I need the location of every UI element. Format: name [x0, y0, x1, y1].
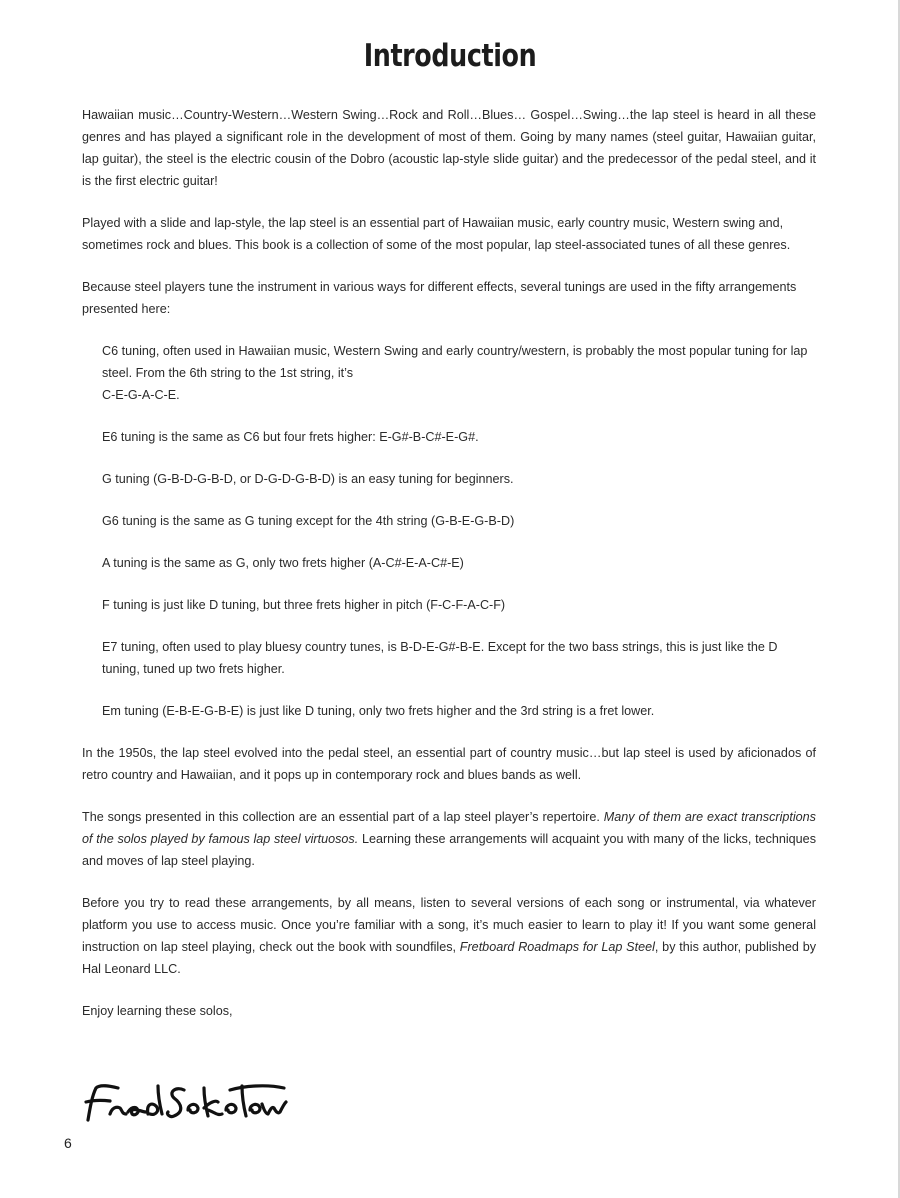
closing-line: Enjoy learning these solos,: [82, 1004, 233, 1018]
paragraph-pedal-steel: In the 1950s, the lap steel evolved into the pedal steel, an essential part of country music…but lap steel is used by aficionados of retro country and Hawaiian, and it pops up in contemporary rock and blues bands as well.: [82, 746, 816, 782]
paragraph-listen: [82, 892, 816, 980]
tuning-item-em: Em tuning (E-B-E-G-B-E) is just like D tuning, only two frets higher and the 3rd string is a fret lower.: [102, 704, 655, 718]
repertoire-text-end: Learning these arrangements will acquaint you with many of the licks, techniques and moves of lap steel playing.: [82, 832, 816, 868]
signature: [80, 1080, 290, 1126]
tuning-item-e7: E7 tuning, often used to play bluesy country tunes, is B-D-E-G#-B-E. Except for the two bass strings, this is just like the D tuning, tuned up two frets higher.: [102, 640, 778, 676]
page-number: 6: [64, 1135, 72, 1151]
tuning-item-g: G tuning (G-B-D-G-B-D, or D-G-D-G-B-D) is an easy tuning for beginners.: [102, 472, 514, 486]
paragraph-repertoire: [82, 806, 816, 872]
tuning-item-f: F tuning is just like D tuning, but three frets higher in pitch (F-C-F-A-C-F): [102, 598, 506, 612]
paragraph-intro: Hawaiian music…Country-Western…Western Swing…Rock and Roll…Blues… Gospel…Swing…the lap steel is heard in all these genres and has played a significant role in the development of most of them. Going by many names (steel guitar, Hawaiian guitar, lap guitar), the steel is the electric cousin of the Dobro (acoustic lap-style slide guitar) and the predecessor of the pedal steel, and it is the first electric guitar!: [82, 108, 816, 188]
tuning-item-c6: [102, 340, 816, 406]
repertoire-text: The songs presented in this collection are an essential part of a lap steel player’s repertoire.: [82, 810, 604, 824]
page-title: Introduction: [363, 38, 537, 74]
listen-text-end: , by this author, published by Hal Leonard LLC.: [82, 940, 816, 976]
tuning-text: C6 tuning, often used in Hawaiian music, Western Swing and early country/western, is probably the most popular tuning for lap steel. From the 6th string to the 1st string, it’s: [102, 344, 808, 380]
tuning-item-a: A tuning is the same as G, only two frets higher (A-C#-E-A-C#-E): [102, 556, 464, 570]
tuning-item-e6: E6 tuning is the same as C6 but four frets higher: E-G#-B-C#-E-G#.: [102, 430, 479, 444]
repertoire-italic: Many of them are exact transcriptions of the solos played by famous lap steel virtuosos.: [82, 810, 816, 846]
book-title: Fretboard Roadmaps for Lap Steel: [459, 940, 655, 954]
paragraph-tunings-lead: Because steel players tune the instrument in various ways for different effects, several tunings are used in the fifty arrangements presented here:: [82, 280, 797, 316]
tuning-item-g6: G6 tuning is the same as G tuning except for the 4th string (G-B-E-G-B-D): [102, 514, 515, 528]
body-text: [82, 104, 816, 1042]
listen-text: Before you try to read these arrangements, by all means, listen to several versions of each song or instrumental, via whatever platform you use to access music. Once you’re familiar with a song, it’s much easier to learn to play it! If you want some general instruction on lap steel playing, check out the book with soundfiles,: [82, 896, 816, 954]
tuning-notes: C-E-G-A-C-E.: [102, 388, 180, 402]
paragraph-lap-style: Played with a slide and lap-style, the lap steel is an essential part of Hawaiian music, early country music, Western swing and, sometimes rock and blues. This book is a collection of some of the most popular, lap steel-associated tunes of all these genres.: [82, 216, 791, 252]
